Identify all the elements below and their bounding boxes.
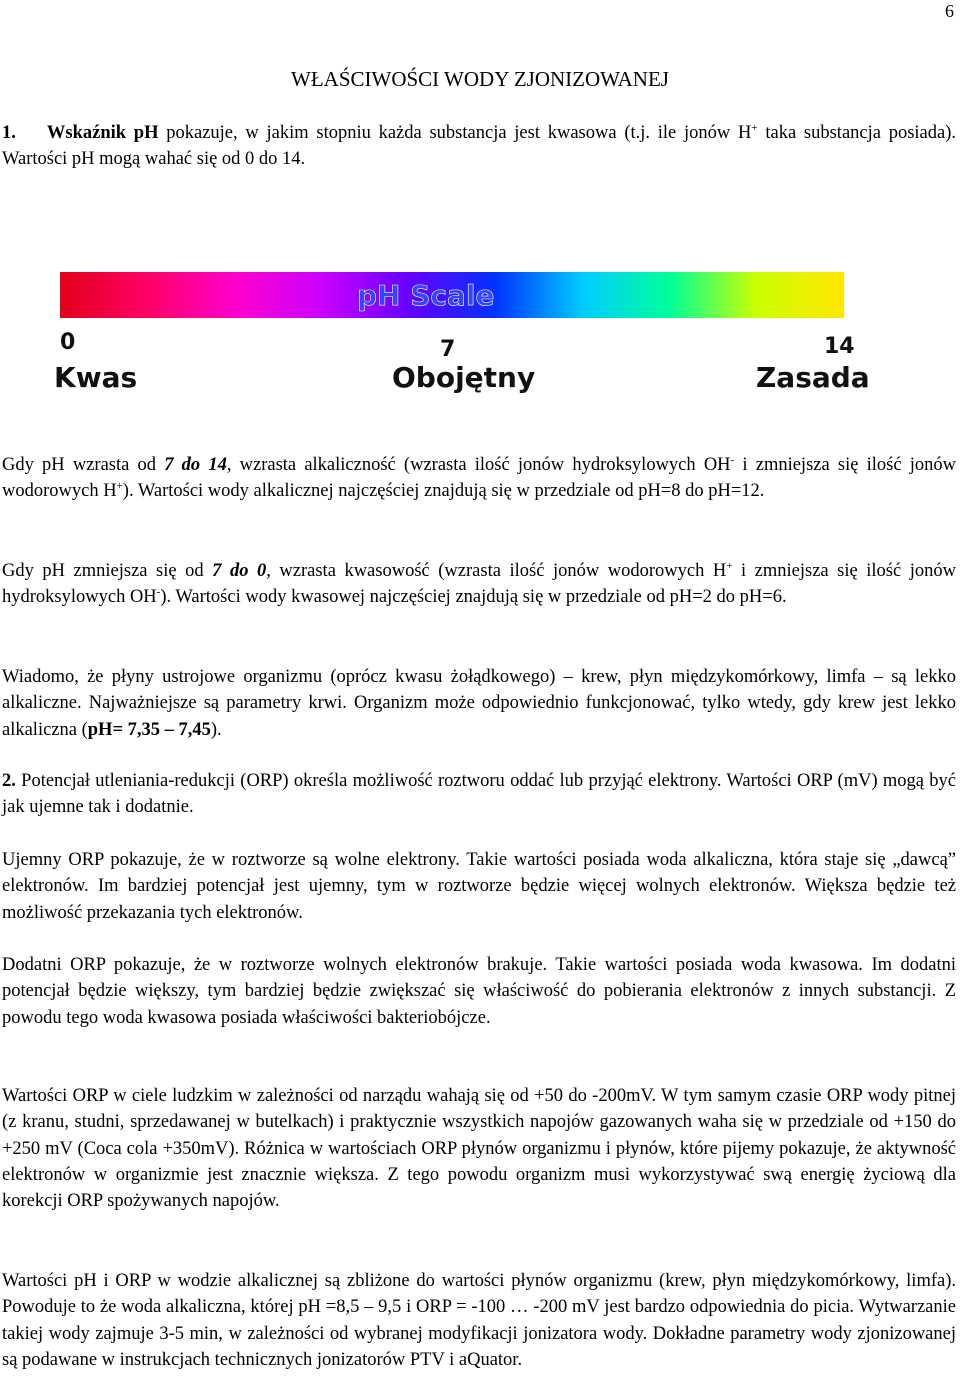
ph-scale-title: pH Scale [357, 279, 495, 312]
section-2-paragraph: 2. Potencjał utleniania-redukcji (ORP) określa możliwość roztworu oddać lub przyjąć elektrony. Wartości ORP (mV) mogą być jak ujemne tak i dodatnie. [2, 771, 956, 818]
paragraph-orp-values: Wartości ORP w ciele ludzkim w zależności od narządu wahają się od +50 do -200mV. W tym samym czasie ORP wody pitnej (z kranu, studni, sprzedawanej w butelkach) i praktycznie wszystkich napojów gazowanych waha się w przedziale od +150 do +250 mV (Coca cola +350mV). Różnica w wartościach ORP płynów organizmu i płynów, które pijemy pokazuje, że aktywność elektronów w organizmie jest znacznie większa. Z tego powodu organizm musi wykorzystywać swą energię życiową dla korekcji ORP spożywanych napojów. [2, 1086, 956, 1212]
ph-mid-value: 7 [440, 337, 456, 362]
section-number: 1. [2, 123, 16, 143]
ph-min-value: 0 [60, 330, 76, 355]
ph-scale-svg [52, 262, 886, 402]
paragraph-positive-orp: Dodatni ORP pokazuje, że w roztworze wolnych elektronów brakuje. Takie wartości posiada woda kwasowa. Im dodatni potencjał będzie większy, tym bardziej będzie zwiększać się właściwość do pobierania elektronów z innych substancji. Z powodu tego woda kwasowa posiada właściwości bakteriobójcze. [2, 955, 956, 1028]
paragraph-body-fluids: Wiadomo, że płyny ustrojowe organizmu (oprócz kwasu żołądkowego) – krew, płyn międzykomórkowy, limfa – są lekko alkaliczne. Najważniejsze są parametry krwi. Organizm może odpowiednio funkcjonować, tylko wtedy, gdy krew jest lekko alkaliczna (pH= 7,35 – 7,45). [2, 667, 956, 740]
page-number: 6 [945, 1, 954, 21]
ph-neutral-label: Obojętny [392, 361, 536, 394]
paragraph-acidic: Gdy pH zmniejsza się od 7 do 0, wzrasta kwasowość (wzrasta ilość jonów wodorowych H+ i zmniejsza się ilość jonów hydroksylowych OH-). Wartości wody kwasowej najczęściej znajdują się w przedziale od pH=2 do pH=6. [2, 560, 956, 608]
page-title: WŁAŚCIWOŚCI WODY ZJONIZOWANEJ [291, 67, 669, 91]
section-1-paragraph: 1. Wskaźnik pH pokazuje, w jakim stopniu każda substancja jest kwasowa (t.j. ile jonów H+ taka substancja posiada). Wartości pH mogą wahać się od 0 do 14. [2, 122, 957, 170]
ph-base-label: Zasada [756, 361, 870, 394]
section-number: 2. [2, 771, 16, 791]
ph-scale-figure [52, 262, 886, 402]
ph-max-value: 14 [824, 334, 855, 359]
paragraph-negative-orp: Ujemny ORP pokazuje, że w roztworze są wolne elektrony. Takie wartości posiada woda alkaliczna, która staje się „dawcą” elektronów. Im bardziej potencjał jest ujemny, tym w roztworze będzie więcej wolnych elektronów. Większa będzie też możliwość przekazania tych elektronów. [2, 850, 956, 923]
ph-acid-label: Kwas [54, 361, 138, 394]
blood-ph-range: pH= 7,35 – 7,45 [87, 719, 211, 740]
ph-range-alkaline: 7 do 14 [164, 455, 227, 475]
paragraph-alkaline-water: Wartości pH i ORP w wodzie alkalicznej są zbliżone do wartości płynów organizmu (krew, płyn międzykomórkowy, limfa). Powoduje to że woda alkaliczna, której pH =8,5 – 9,5 i ORP = -100 … -200 mV jest bardzo odpowiednia do picia. Wytwarzanie takiej wody zajmuje 3-5 min, w zależności od wybranej modyfikacji jonizatora wody. Dokładne parametry wody zjonizowanej są podawane w instrukcjach technicznych jonizatorów PTV i aQuator. [2, 1271, 956, 1370]
paragraph-alkaline: Gdy pH wzrasta od 7 do 14, wzrasta alkaliczność (wzrasta ilość jonów hydroksylowych OH- i zmniejsza się ilość jonów wodorowych H+). Wartości wody alkalicznej najczęściej znajdują się w przedziale od pH=8 do pH=12. [2, 454, 956, 502]
ph-range-acidic: 7 do 0 [212, 561, 267, 581]
ph-term: Wskaźnik pH [46, 123, 159, 143]
